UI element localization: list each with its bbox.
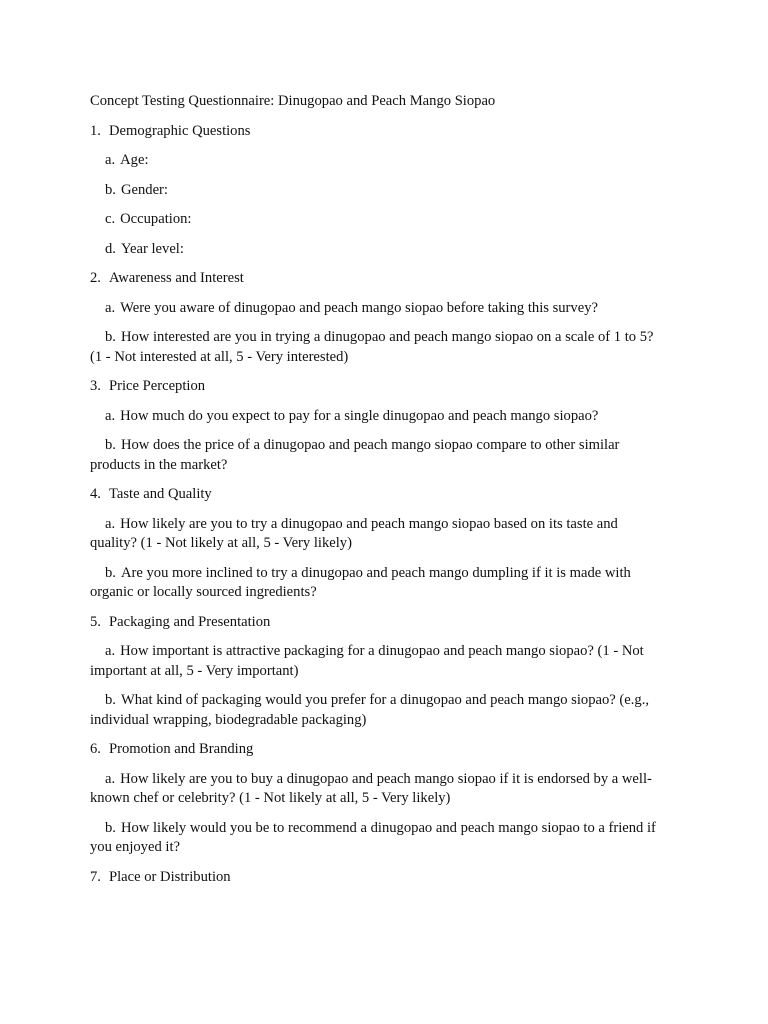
question-text-continued: important at all, 5 - Very important) [90, 662, 299, 679]
question-label: a. [105, 299, 116, 316]
question-text-continued: individual wrapping, biodegradable packaging) [90, 711, 367, 728]
question-label: d. [105, 240, 116, 257]
question-text: Occupation: [120, 211, 192, 227]
question-item [90, 436, 690, 475]
section-number: 1. [90, 122, 101, 139]
section-heading [90, 740, 690, 760]
section-title: Place or Distribution [109, 868, 231, 885]
questionnaire-body [90, 92, 690, 897]
question-text: How interested are you in trying a dinugopao and peach mango siopao on a scale of 1 to 5? [120, 329, 654, 345]
question-item [90, 181, 690, 201]
question-text: Are you more inclined to try a dinugopao and peach mango dumpling if it is made with [120, 564, 631, 581]
section-title: Packaging and Presentation [109, 613, 271, 630]
question-text: How likely are you to try a dinugopao and peach mango siopao based on its taste and [120, 515, 618, 532]
section-heading [90, 377, 690, 397]
question-text-continued: organic or locally sourced ingredients? [90, 584, 317, 600]
question-text: Gender: [120, 181, 168, 198]
section-number: 6. [90, 741, 101, 757]
section-heading [90, 485, 690, 505]
question-label: b. [105, 819, 116, 836]
question-text-continued: quality? (1 - Not likely at all, 5 - Very likely) [90, 535, 352, 551]
question-item [90, 642, 690, 681]
document-title: Concept Testing Questionnaire: Dinugopao and Peach Mango Siopao [90, 93, 496, 109]
question-item [90, 240, 690, 260]
question-item [90, 691, 690, 730]
section-number: 2. [90, 270, 101, 286]
question-label: a. [105, 407, 116, 424]
question-text: How likely would you be to recommend a dinugopao and peach mango siopao to a friend if [120, 819, 656, 836]
question-item [90, 299, 690, 319]
section-title: Promotion and Branding [109, 741, 254, 757]
question-label: b. [105, 692, 116, 708]
question-label: c. [105, 211, 116, 227]
section-heading [90, 269, 690, 289]
question-label: b. [105, 437, 116, 453]
section-number: 3. [90, 378, 101, 394]
question-text: Year level: [120, 240, 184, 257]
question-text: Age: [120, 152, 149, 168]
section-heading [90, 122, 690, 142]
question-text-continued: you enjoyed it? [90, 839, 180, 855]
section-number: 5. [90, 613, 101, 630]
section-title: Demographic Questions [109, 122, 251, 139]
question-item [90, 328, 690, 367]
question-label: b. [105, 329, 116, 345]
question-text: Were you aware of dinugopao and peach mango siopao before taking this survey? [120, 299, 598, 316]
question-item [90, 407, 690, 427]
section-number: 7. [90, 868, 101, 885]
question-text: How likely are you to buy a dinugopao and peach mango siopao if it is endorsed by a well- [120, 770, 652, 787]
question-item [90, 564, 690, 603]
question-text: What kind of packaging would you prefer for a dinugopao and peach mango siopao? (e.g., [120, 692, 649, 708]
question-text: How important is attractive packaging for a dinugopao and peach mango siopao? (1 - Not [120, 643, 644, 659]
question-label: b. [105, 181, 116, 198]
section-heading [90, 613, 690, 633]
section-title: Price Perception [109, 378, 206, 394]
question-item [90, 770, 690, 809]
question-label: b. [105, 564, 116, 581]
question-text: How much do you expect to pay for a single dinugopao and peach mango siopao? [120, 407, 599, 424]
question-text: How does the price of a dinugopao and peach mango siopao compare to other similar [120, 437, 620, 453]
question-item [90, 151, 690, 171]
question-item [90, 515, 690, 554]
question-label: a. [105, 515, 116, 532]
question-text-continued: (1 - Not interested at all, 5 - Very interested) [90, 348, 349, 365]
question-item [90, 210, 690, 230]
question-label: a. [105, 152, 116, 168]
question-text-continued: products in the market? [90, 456, 228, 473]
question-item [90, 819, 690, 858]
section-number: 4. [90, 486, 101, 502]
section-title: Awareness and Interest [109, 270, 244, 286]
question-text-continued: known chef or celebrity? (1 - Not likely at all, 5 - Very likely) [90, 790, 451, 806]
section-title: Taste and Quality [109, 486, 212, 502]
question-label: a. [105, 643, 116, 659]
question-label: a. [105, 770, 116, 787]
section-heading [90, 868, 690, 888]
